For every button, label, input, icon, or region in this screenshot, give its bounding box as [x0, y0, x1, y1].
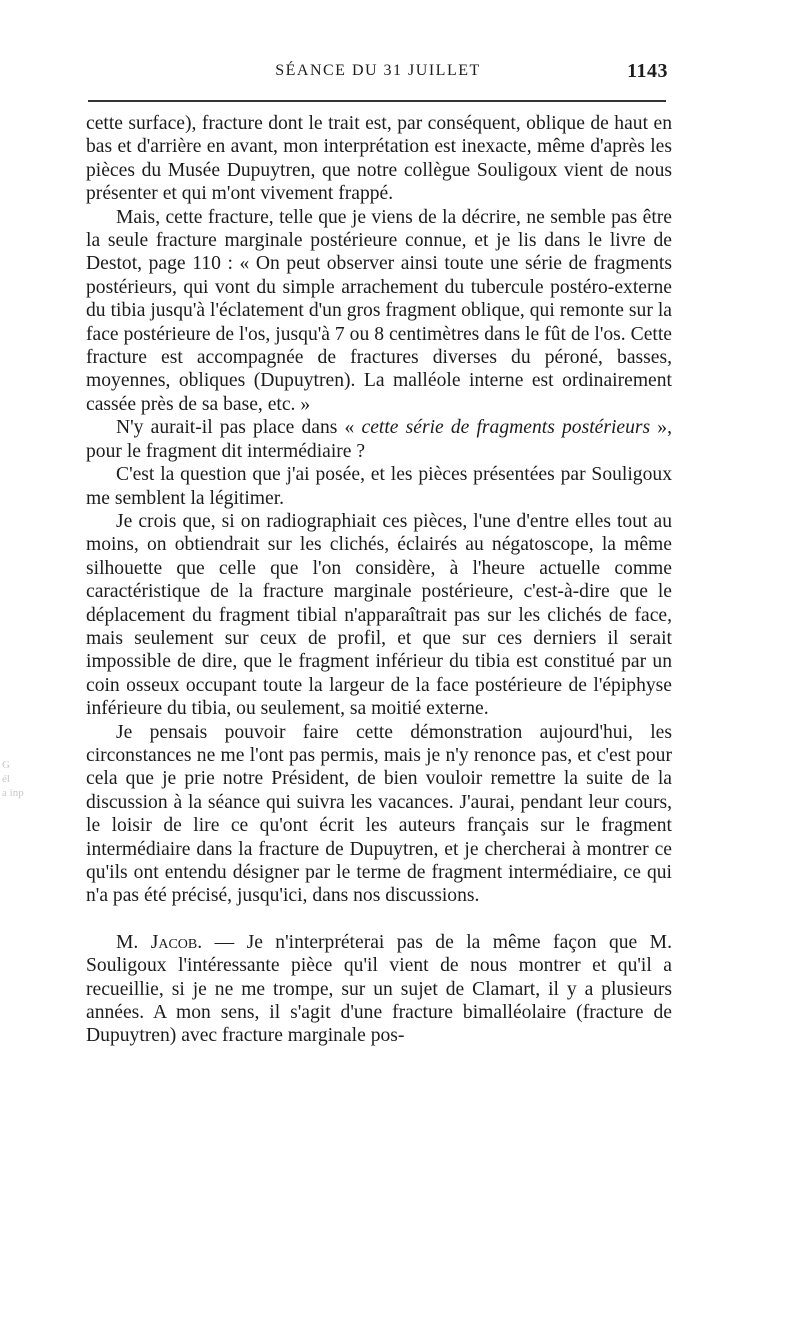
paragraph-p2 — [86, 206, 672, 417]
text-segment: », pour le fragment dit intermédiaire ? — [86, 417, 673, 462]
paragraph-p3 — [86, 416, 672, 463]
author-name: Jacob — [150, 931, 198, 953]
header-rule — [88, 100, 666, 102]
margin-mark: G — [2, 759, 10, 771]
running-head — [88, 58, 668, 88]
text-segment: cette surface), fracture dont le trait est, par conséquent, oblique de haut en bas et d'arrière en avant, mon interprétation est inexacte, même d'après les pièces du Musée Dupuytren, que notre collègue Souligoux vient de nous présenter et qui m'ont vivement frappé. — [86, 113, 672, 205]
text-segment: . — Je n'interpréterai pas de la même façon que M. Souligoux l'intéressante pièce qu'il vient de nous montrer et qu'il a recueillie, si je ne me trompe, sur un sujet de Clamart, il y a plusieurs années. A mon sens, il s'agit d'une fracture bimalléolaire (fracture de Dupuytren) avec fracture marginale pos- — [86, 931, 672, 1047]
text-segment: N'y aurait-il pas place dans « — [116, 417, 362, 439]
paragraph-p4 — [86, 463, 672, 510]
text-segment: Je pensais pouvoir faire cette démonstration aujourd'hui, les circonstances ne me l'ont pas permis, mais je n'y renonce pas, et c'est pour cela que je prie notre Président, de bien vouloir remettre la suite de la discussion à la séance qui suivra les vacances. J'aurai, pendant leur cours, le loisir de lire ce qu'ont écrit les auteurs français sur le fragment intermédiaire dans la fracture de Dupuytren, et je chercherai à montrer ce qu'ils ont entendu désigner par le terme de fragment intermédiaire, ce qui n'a pas été précisé, jusqu'ici, dans nos discussions. — [86, 721, 672, 907]
paragraph-p1 — [86, 112, 672, 206]
text-segment: Mais, cette fracture, telle que je viens de la décrire, ne semble pas être la seule fracture marginale postérieure connue, et je lis dans le livre de Destot, page 110 : « On peut observer ainsi toute une série de fragments postérieurs, qui vont du simple arrachement du tubercule postéro-externe du tibia jusqu'à l'éclatement d'un gros fragment oblique, qui remonte sur la face postérieure de l'os, jusqu'à 7 ou 8 centimètres dans le fût de l'os. Cette fracture est accompagnée de fractures diverses du péroné, basses, moyennes, obliques (Dupuytren). La malléole interne est ordinairement cassée près de sa base, etc. » — [86, 206, 672, 415]
paragraph-p5 — [86, 510, 672, 721]
text-segment: Je crois que, si on radiographiait ces pièces, l'une d'entre elles tout au moins, on obtiendrait sur les clichés, éclairés au négatoscope, la même silhouette que celle que l'on considère, à l'heure actuelle comme caractéristique de la fracture marginale postérieure, c'est-à-dire que le déplacement du fragment tibial n'apparaîtrait pas sur les clichés de face, mais seulement sur ceux de profil, et que sur ces derniers il serait impossible de dire, que le fragment inférieur du tibia est constitué par un coin osseux occupant toute la largeur de la face postérieure de l'épiphyse inférieure du tibia, ou seulement, sa moitié externe. — [86, 510, 672, 720]
paragraph-p6 — [86, 721, 672, 908]
margin-marks — [2, 758, 50, 800]
page-number: 1143 — [627, 60, 668, 82]
margin-mark: a inp — [2, 787, 24, 799]
body-text — [86, 112, 672, 1048]
paragraph-p7 — [86, 931, 672, 1048]
margin-mark: él — [2, 773, 10, 785]
text-segment: M. — [116, 931, 151, 953]
text-segment: C'est la question que j'ai posée, et les pièces présentées par Souligoux me semblent la légitimer. — [86, 464, 672, 509]
running-title: SÉANCE DU 31 JUILLET — [275, 62, 481, 79]
italic-text: cette série de fragments postérieurs — [361, 417, 651, 439]
